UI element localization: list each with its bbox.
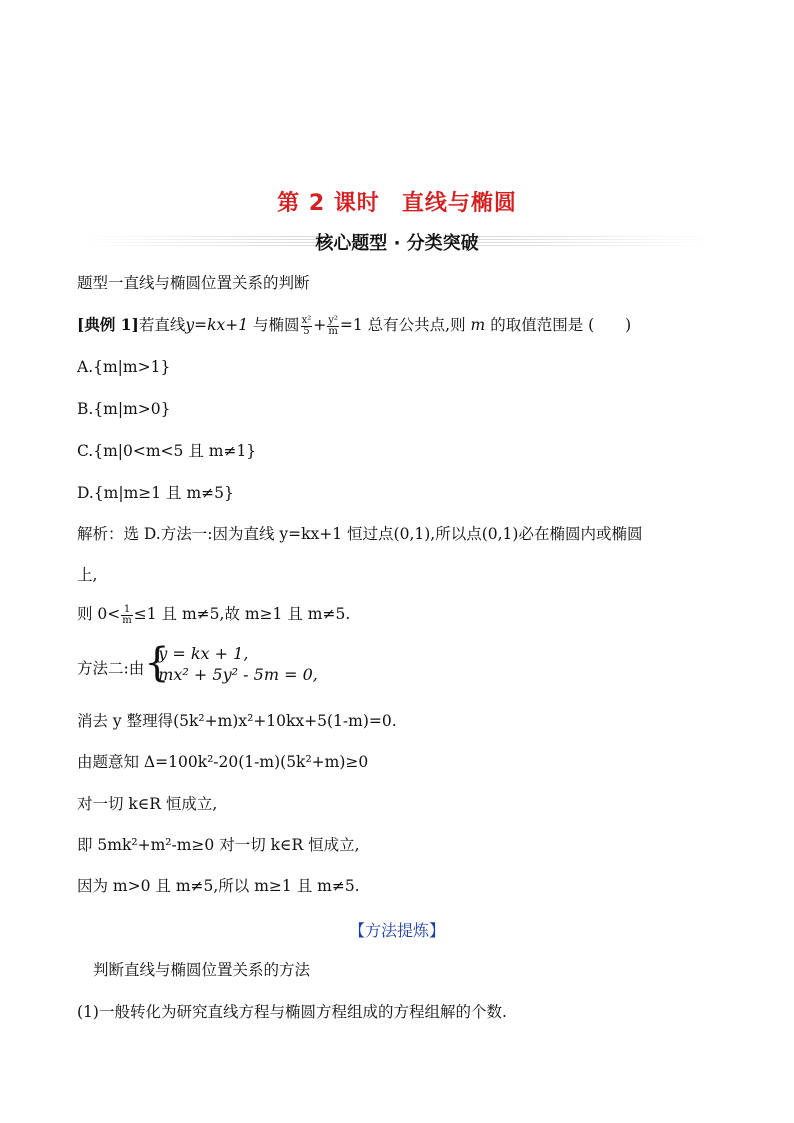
method-point-1: (1)一般转化为研究直线方程与椭圆方程组成的方程组解的个数. [77,1003,507,1021]
ineq-left: 则 0< [77,605,121,623]
example-stem [77,315,631,337]
fraction-x2-over-5: $\frac{\text{x²}}{5}$ [301,314,312,337]
solution-line-5: 消去 y 整理得(5k²+m)x²+10kx+5(1-m)=0. [77,712,397,730]
option-a: A.{m|m>1} [77,358,171,376]
lesson-title [0,186,794,217]
solution-line-9: 因为 m>0 且 m≠5,所以 m≥1 且 m≠5. [77,877,360,895]
equation-system [144,640,318,696]
fraction-y2-over-m: $\frac{\text{y²}}{m}$ [328,314,338,337]
lesson-number: 第 2 课时 [277,191,380,216]
solution-line-6: 由题意知 Δ=100k²-20(1-m)(5k²+m)≥0 [77,753,369,771]
left-brace-icon: { [144,640,170,686]
fraction-1-over-m: $\frac{1}{m}$ [122,603,132,626]
method-summary-label: 【方法提炼】 [348,921,445,940]
solution-line-8: 即 5mk²+m²-m≥0 对一切 k∈R 恒成立, [77,836,360,854]
method-heading: 判断直线与椭圆位置关系的方法 [93,961,311,979]
system-eq-2: mx² + 5y² - 5m = 0, [158,665,318,684]
lesson-topic: 直线与椭圆 [401,191,517,216]
banner-text: 核心题型 · 分类突破 [315,233,479,254]
variable-m: m [470,316,486,334]
line-equation: y=kx+1 [185,316,249,334]
plus-sign: + [313,316,327,334]
solution-line-3 [77,604,350,626]
solution-line-1: 解析：选 D.方法一:因为直线 y=kx+1 恒过点(0,1),所以点(0,1)必在椭圆内或椭圆 [77,525,643,543]
solution-line-7: 对一切 k∈R 恒成立, [77,795,218,813]
ineq-right: ≤1 且 m≠5,故 m≥1 且 m≠5. [133,605,351,623]
stem-text-d: 的取值范围是 ( ) [490,316,632,334]
stem-text-a: 若直线 [138,316,186,334]
option-b: B.{m|m>0} [77,400,171,418]
option-c: C.{m|0<m<5 且 m≠1} [77,442,257,460]
solution-line-2: 上, [77,566,98,584]
stem-text-c: =1 总有公共点,则 [339,316,466,334]
method-two-prefix: 方法二:由 [77,659,145,678]
option-d: D.{m|m≥1 且 m≠5} [77,484,234,502]
section-banner [80,228,714,254]
example-tag: [典例 1] [77,315,139,334]
topic-heading: 题型一直线与椭圆位置关系的判断 [77,274,310,292]
stem-text-b: 与椭圆 [253,316,300,334]
solution-line-4 [77,640,318,696]
system-eq-1: y = kx + 1, [158,644,249,663]
